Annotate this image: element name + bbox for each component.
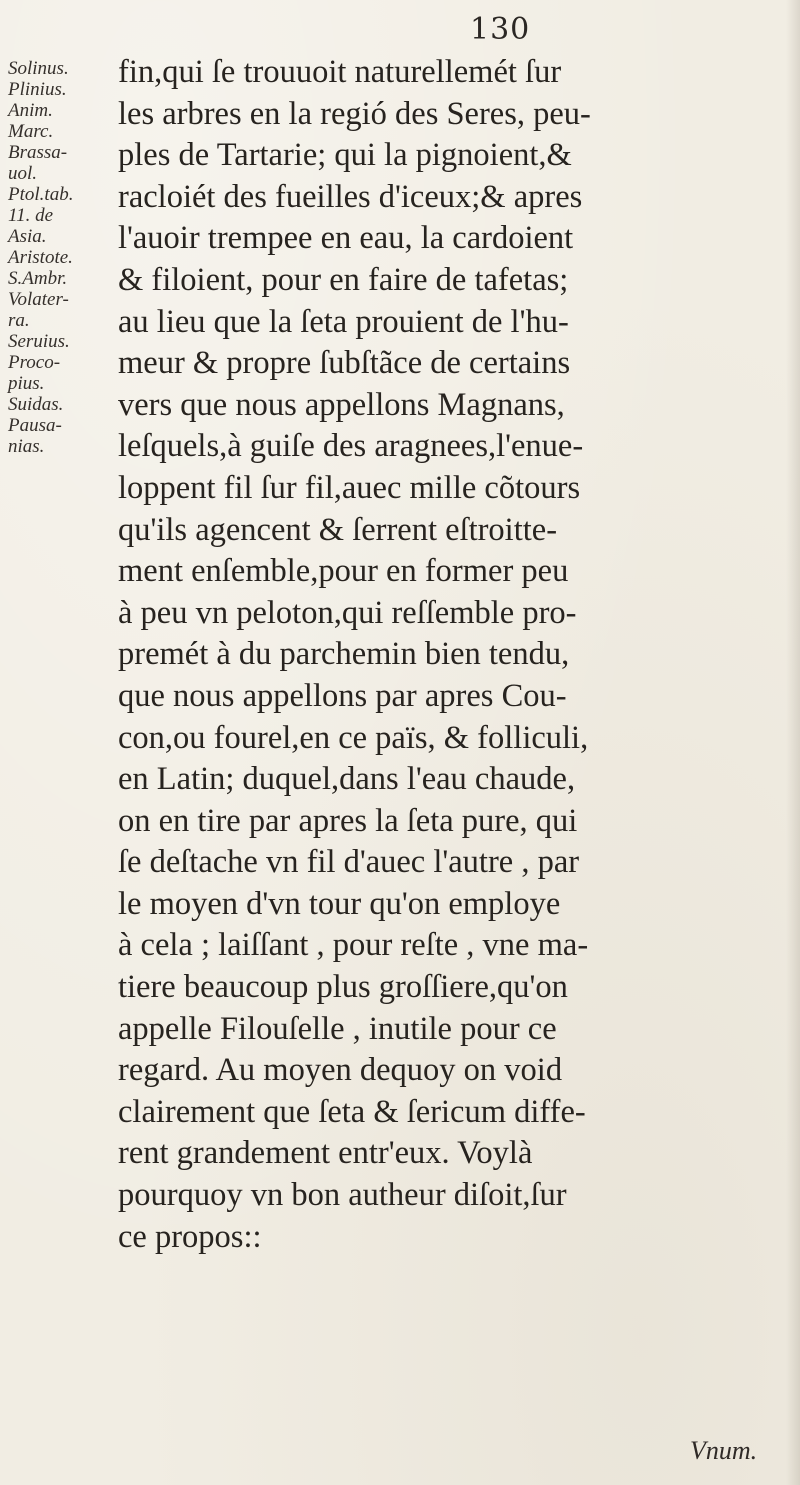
marginal-notes <box>8 58 108 457</box>
text-line: loppent fil ſur fil,auec mille cõtours <box>118 469 581 506</box>
text-line: l'auoir trempee en eau, la cardoient <box>118 220 574 257</box>
text-line: fin,qui ſe trouuoit naturellemét ſur <box>118 54 562 90</box>
marginal-note: Plinius. <box>8 79 67 100</box>
marginal-note: Brassa- <box>8 142 68 163</box>
marginal-note: Ptol.tab. <box>8 184 74 205</box>
page-edge-shadow <box>786 0 800 1485</box>
marginal-note: Marc. <box>8 121 54 142</box>
page-number: 130 <box>470 12 531 47</box>
marginal-note: nias. <box>8 436 45 457</box>
text-line: ples de Tartarie; qui la pignoient,& <box>118 137 572 174</box>
text-line: en Latin; duquel,dans l'eau chaude, <box>118 761 576 798</box>
text-line: que nous appellons par apres Cou- <box>118 677 567 714</box>
text-line: qu'ils agencent & ſerrent eſtroitte- <box>118 511 558 548</box>
marginal-note: Suidas. <box>8 394 64 415</box>
text-line: meur & propre ſubſtãce de certains <box>118 345 571 382</box>
text-line: pourquoy vn bon autheur diſoit,ſur <box>118 1177 567 1214</box>
text-line: à peu vn peloton,qui reſſemble pro- <box>118 594 577 631</box>
marginal-note: S.Ambr. <box>8 268 68 289</box>
text-line: ment enſemble,pour en former peu <box>118 553 569 590</box>
marginal-note: Anim. <box>8 100 53 121</box>
text-line: au lieu que la ſeta prouient de l'hu- <box>118 303 569 340</box>
text-line: leſquels,à guiſe des aragnees,l'enue- <box>118 428 584 465</box>
text-line: à cela ; laiſſant , pour reſte , vne ma- <box>118 927 589 964</box>
text-line: le moyen d'vn tour qu'on employe <box>118 885 561 922</box>
marginal-note: Asia. <box>8 226 47 247</box>
text-line: con,ou fourel,en ce païs, & folliculi, <box>118 719 589 756</box>
text-line: tiere beaucoup plus groſſiere,qu'on <box>118 969 568 1006</box>
marginal-note: pius. <box>8 373 45 394</box>
marginal-note: Seruius. <box>8 331 70 352</box>
body-text <box>118 52 790 1258</box>
marginal-note: 11. de <box>8 205 54 226</box>
text-line: les arbres en la regió des Seres, peu- <box>118 95 591 132</box>
marginal-note: Proco- <box>8 352 61 373</box>
text-line: racloiét des fueilles d'iceux;& apres <box>118 178 583 215</box>
text-line: & filoient, pour en faire de tafetas; <box>118 261 569 298</box>
catchword: Vnum. <box>690 1436 758 1465</box>
text-line: clairement que ſeta & ſericum diffe- <box>118 1093 586 1130</box>
text-line: rent grandement entr'eux. Voylà <box>118 1135 533 1172</box>
text-line: ſe deſtache vn fil d'auec l'autre , par <box>118 844 580 881</box>
marginal-note: Aristote. <box>8 247 73 268</box>
marginal-note: Volater- <box>8 289 69 310</box>
marginal-note: Pausa- <box>8 415 62 436</box>
text-line: appelle Filouſelle , inutile pour ce <box>118 1010 557 1047</box>
text-line: vers que nous appellons Magnans, <box>118 386 565 423</box>
text-line: regard. Au moyen dequoy on void <box>118 1052 563 1089</box>
marginal-note: ra. <box>8 310 30 331</box>
text-line: ce propos:: <box>118 1218 262 1255</box>
marginal-note: Solinus. <box>8 58 69 79</box>
text-line: premét à du parchemin bien tendu, <box>118 636 570 673</box>
marginal-note: uol. <box>8 163 38 184</box>
text-line: on en tire par apres la ſeta pure, qui <box>118 802 578 839</box>
